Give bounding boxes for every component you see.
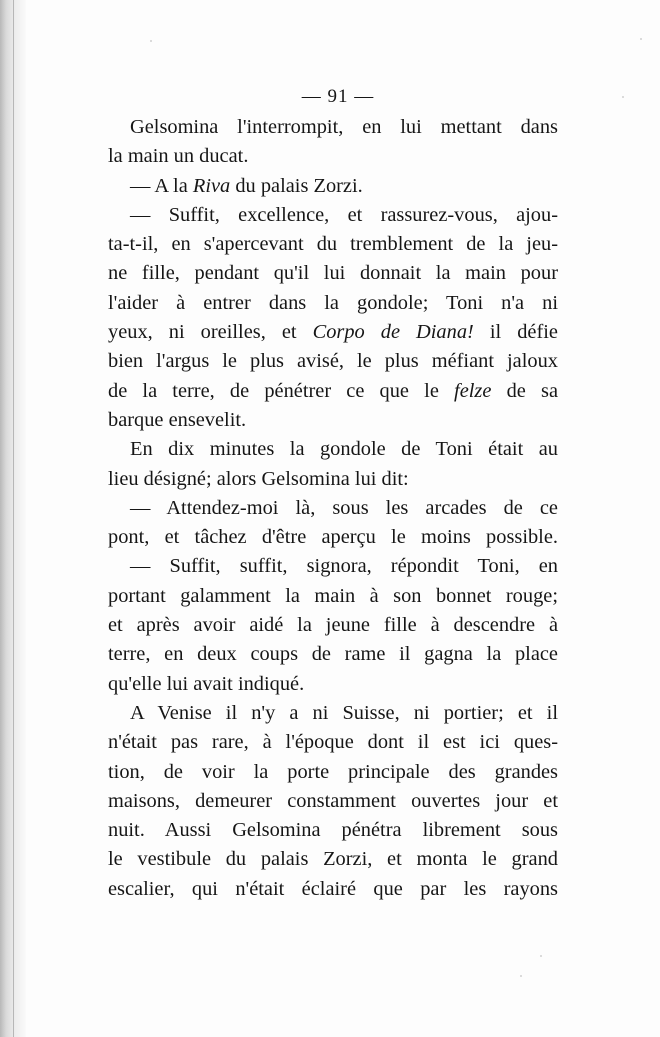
text-segment: l'aider à entrer dans la gondole; Toni n'a ni (108, 291, 558, 314)
text-segment: pont, et tâchez d'être aperçu le moins possible. (108, 526, 558, 549)
paper-speck (622, 96, 624, 98)
text-segment: — A la (130, 174, 193, 197)
text-segment: la main un ducat. (108, 145, 249, 168)
text-segment: portant galamment la main à son bonnet rouge; (108, 584, 558, 607)
text-segment: le vestibule du palais Zorzi, et monta le grand (108, 848, 558, 871)
paper-speck (150, 40, 152, 42)
paper-speck (520, 975, 522, 977)
text-line (108, 259, 558, 288)
text-segment: lieu désigné; alors Gelsomina lui dit: (108, 467, 409, 490)
text-segment: bien l'argus le plus avisé, le plus méfiant jaloux (108, 350, 558, 373)
text-line (108, 523, 558, 552)
text-segment: il défie (473, 321, 558, 344)
italic-phrase: Corpo de Diana! (312, 321, 474, 344)
text-line (108, 172, 558, 201)
text-line (108, 640, 558, 669)
text-line (108, 201, 558, 230)
text-line (108, 142, 558, 171)
text-line (108, 230, 558, 259)
text-segment: En dix minutes la gondole de Toni était au (130, 438, 558, 461)
text-line (108, 758, 558, 787)
text-segment: ta-t-il, en s'apercevant du tremblement de la jeu- (108, 233, 558, 256)
text-segment: tion, de voir la porte principale des grandes (108, 760, 558, 783)
text-line (108, 289, 558, 318)
text-segment: Gelsomina l'interrompit, en lui mettant dans (130, 116, 558, 138)
text-line (108, 611, 558, 640)
text-segment: et après avoir aidé la jeune fille à descendre à (108, 614, 558, 637)
text-segment: A Venise il n'y a ni Suisse, ni portier; et il (130, 701, 558, 724)
italic-phrase: felze (454, 379, 492, 402)
text-segment: qu'elle lui avait indiqué. (108, 672, 305, 695)
text-line (108, 845, 558, 874)
text-segment: escalier, qui n'était éclairé que par les rayons (108, 877, 558, 900)
text-line (108, 816, 558, 845)
text-line (108, 465, 558, 494)
paper-speck (640, 38, 642, 40)
text-line (108, 377, 558, 406)
text-segment: nuit. Aussi Gelsomina pénétra librement sous (108, 819, 558, 842)
text-segment: — Suffit, suffit, signora, répondit Toni, en (130, 555, 558, 578)
text-line (108, 728, 558, 757)
text-segment: de sa (491, 379, 558, 402)
text-segment: yeux, ni oreilles, et (108, 321, 313, 344)
italic-phrase: Riva (192, 174, 231, 197)
text-line (108, 670, 558, 699)
text-segment: — Suffit, excellence, et rassurez-vous, ajou- (130, 203, 558, 226)
text-line (108, 435, 558, 464)
text-segment: de la terre, de pénétrer ce que le (108, 379, 455, 402)
body-text (108, 113, 558, 904)
text-segment: barque ensevelit. (108, 408, 247, 431)
paper-speck (540, 955, 542, 957)
page-edge-line (13, 0, 14, 1037)
text-segment: du palais Zorzi. (230, 174, 363, 197)
text-segment: maisons, demeurer constamment ouvertes jour et (108, 789, 558, 812)
text-line (108, 494, 558, 523)
text-segment: terre, en deux coups de rame il gagna la place (108, 643, 558, 666)
text-line (108, 113, 558, 142)
text-segment: n'était pas rare, à l'époque dont il est ici ques- (108, 731, 558, 754)
text-line (108, 582, 558, 611)
text-line (108, 787, 558, 816)
text-line (108, 699, 558, 728)
text-segment: — Attendez-moi là, sous les arcades de ce (130, 496, 558, 519)
text-line (108, 552, 558, 581)
page-number: — 91 — (301, 86, 375, 107)
text-line (108, 318, 558, 347)
text-segment: ne fille, pendant qu'il lui donnait la main pour (108, 262, 558, 285)
text-line (108, 875, 558, 904)
text-line (108, 347, 558, 376)
text-line (108, 406, 558, 435)
